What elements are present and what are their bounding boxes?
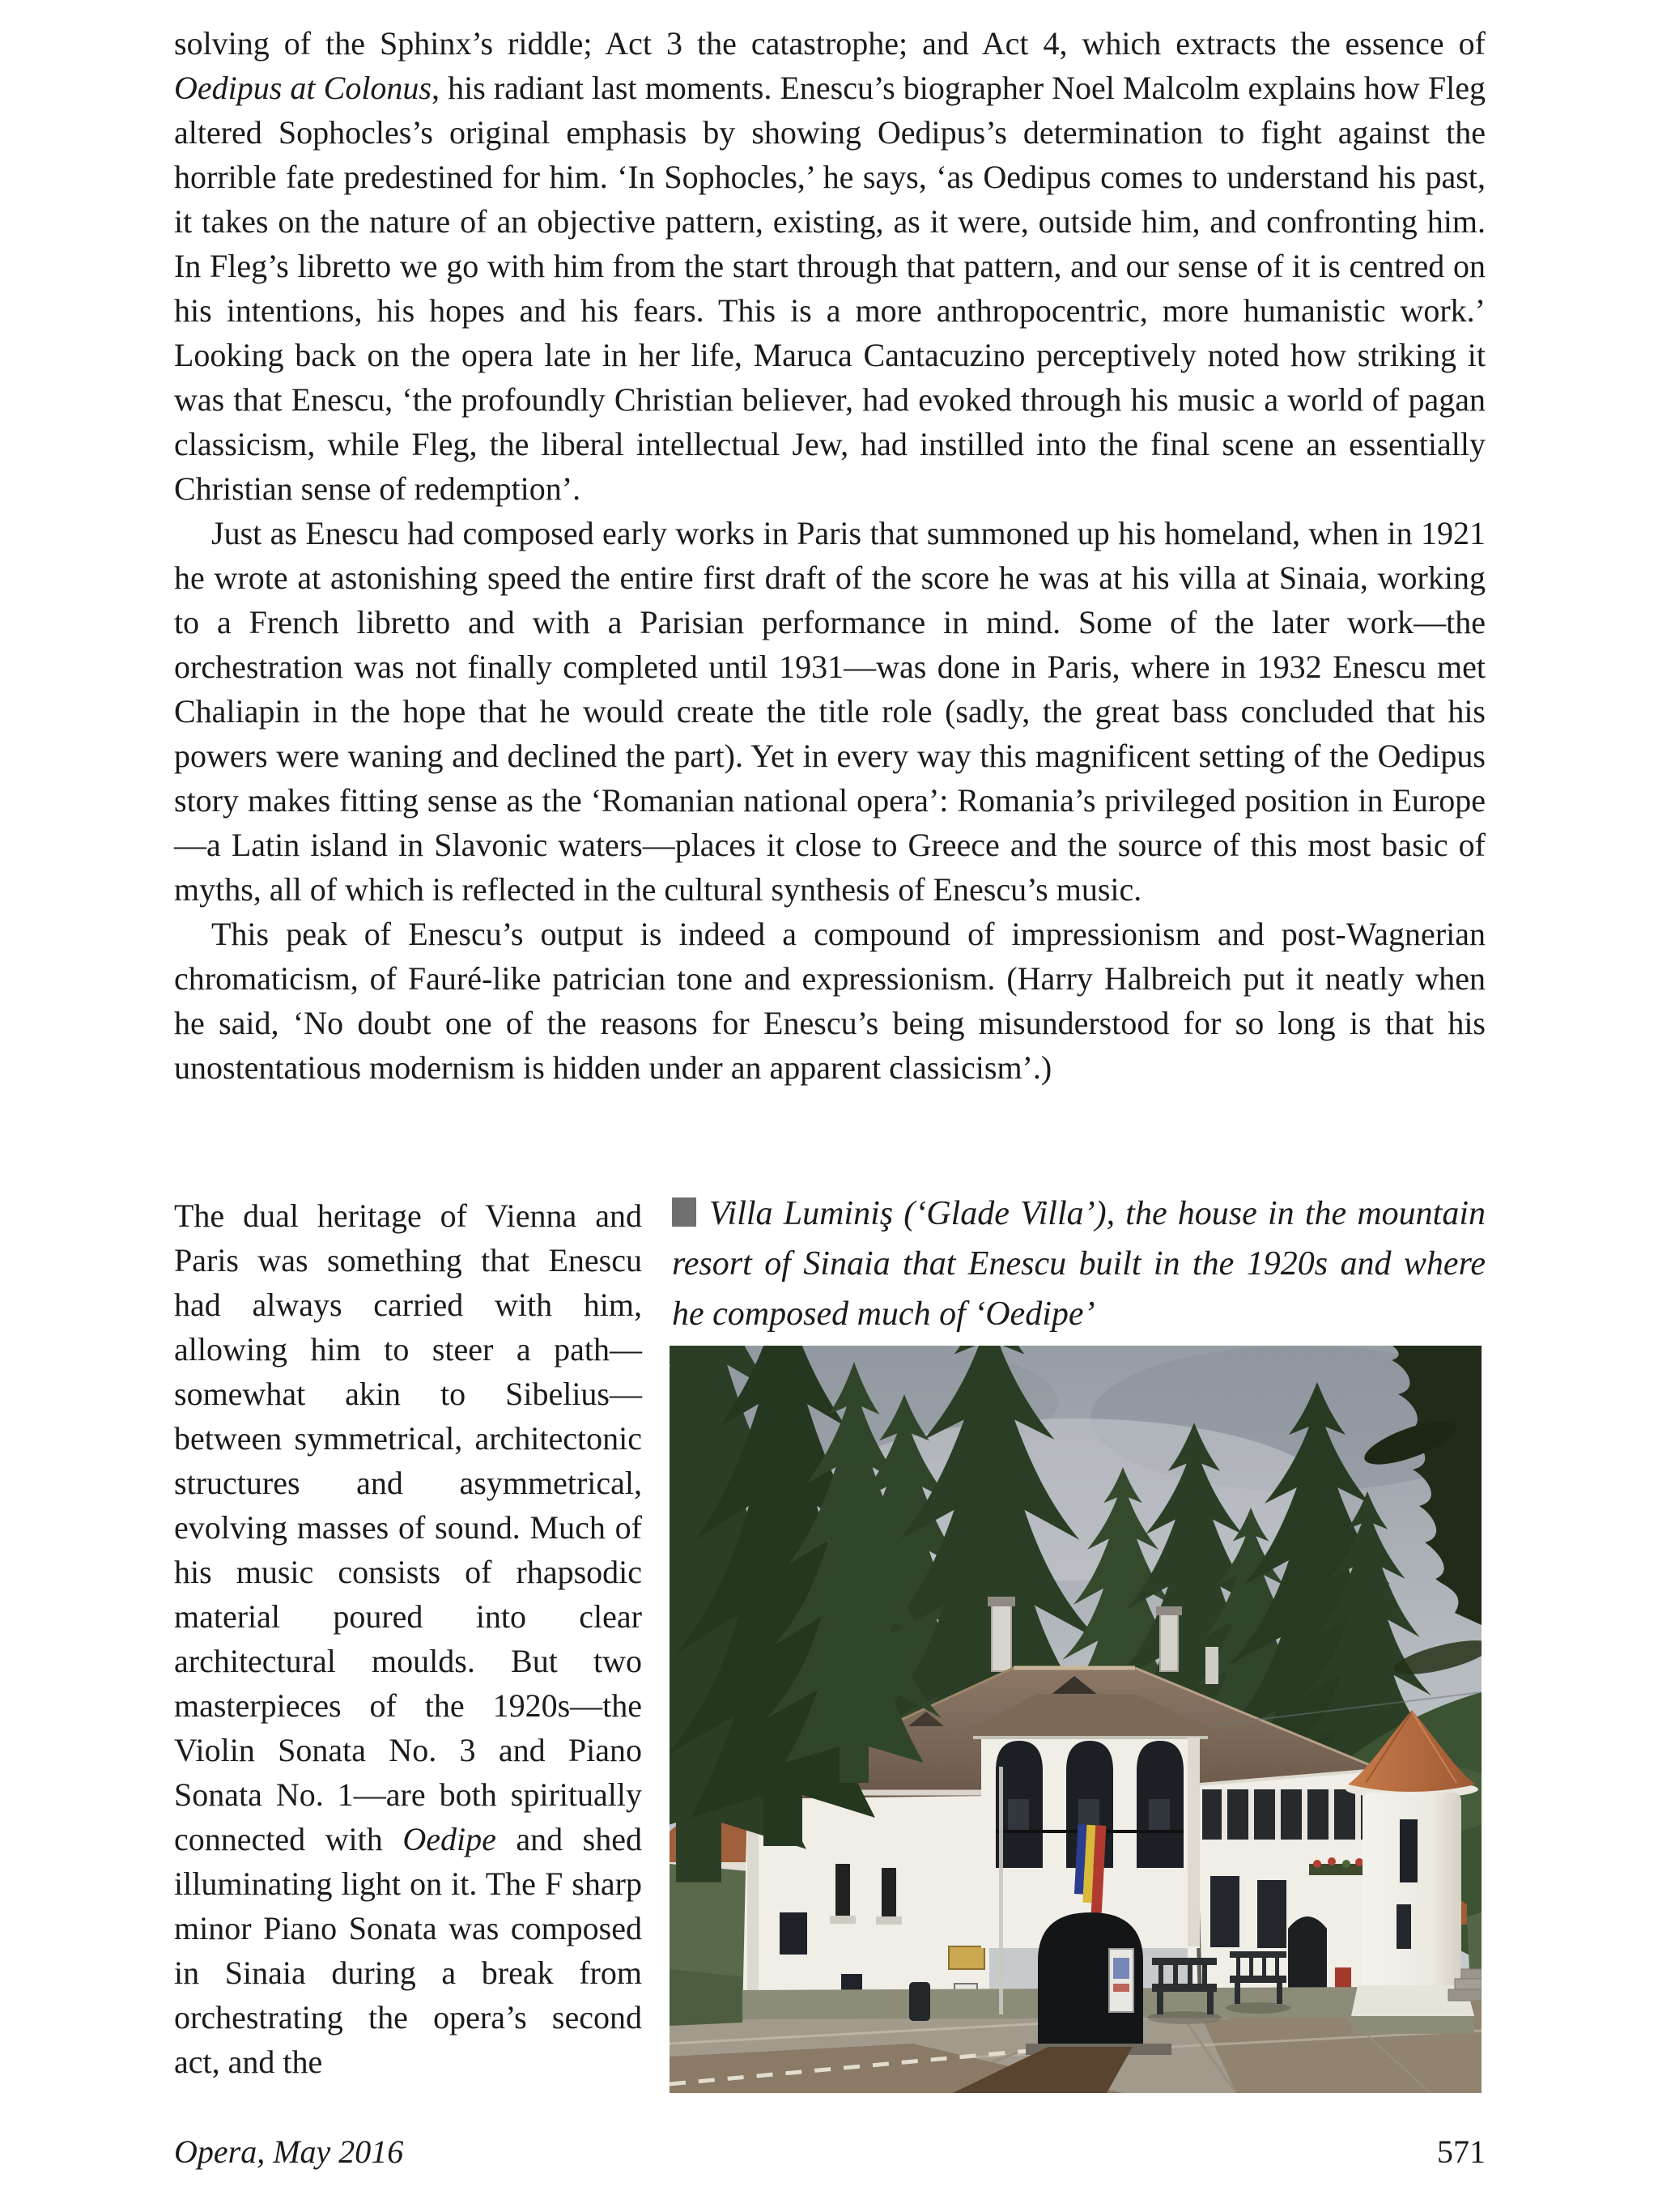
- grass-right: [1467, 1912, 1482, 1973]
- brass-plaque: [949, 1946, 984, 1969]
- left-column-paragraph: The dual heritage of Vienna and Paris was something that Enescu had always carried with him, allowing him to steer a path—somewhat akin to Sibelius—between symmetrical, architectonic structures and asymmetrical, evolving masses of sound. Much of his music consists of rhapsodic material poured into clear architectural moulds. But two masterpieces of the 1920s—the Violin Sonata No. 3 and Piano Sonata No. 1—are both spiritually connected with Oedipe and shed illuminating light on it. The F sharp minor Piano Sonata was composed in Sinaia during a break from orchestrating the opera’s second act, and the: [174, 1197, 642, 2080]
- photo-caption: [672, 1189, 1486, 1339]
- body-paragraph-3: This peak of Enescu’s output is indeed a compound of impressionism and post-Wagnerian chromaticism, of Fauré-like patrician tone and expressionism. (Harry Halbreich put it neatly when he said, ‘No doubt one of the reasons for Enescu’s being misunderstood for so long is that his unostentatious modernism is hidden under an apparent classicism’.): [174, 916, 1486, 1086]
- footer-journal-date: Opera, May 2016: [174, 2133, 404, 2170]
- body-paragraph-1: solving of the Sphinx’s riddle; Act 3 the catastrophe; and Act 4, which extracts the essence of Oedipus at Colonus, his radiant last moments. Enescu’s biographer Noel Malcolm explains how Fleg altered Sophocles’s original emphasis by showing Oedipus’s determination to fight against the horrible fate predestined for him. ‘In Sophocles,’ he says, ‘as Oedipus comes to understand his past, it takes on the nature of an objective pattern, existing, as it were, outside him, and confronting him. In Fleg’s libretto we go with him from the start through that pattern, and our sense of it is centred on his intentions, his hopes and his fears. This is a more anthropocentric, more humanistic work.’ Looking back on the opera late in her life, Maruca Cantacuzino perceptively noted how striking it was that Enescu, ‘the profoundly Christian believer, had evoked through his music a world of pagan classicism, while Fleg, the liberal intellectual Jew, had instilled into the final scene an essentially Christian sense of redemption’.: [174, 25, 1486, 507]
- footer-page-number: 571: [1437, 2133, 1486, 2170]
- chimney: [1160, 1613, 1178, 1671]
- villa-photo: [670, 1346, 1482, 2093]
- waste-bin: [909, 1982, 930, 2021]
- article-body: [174, 21, 1486, 1090]
- photo-caption-text: Villa Luminiş (‘Glade Villa’), the house in the mountain resort of Sinaia that Enescu built in the 1920s and where he composed much of ‘Oedipe’: [672, 1195, 1486, 1333]
- caption-square-bullet-icon: [672, 1197, 696, 1227]
- lamp-pole: [999, 1767, 1003, 2014]
- body-paragraph-2: Just as Enescu had composed early works in Paris that summoned up his homeland, when in 1921 he wrote at astonishing speed the entire first draft of the score he was at his villa at Sinaia, working to a French libretto and with a Parisian performance in mind. Some of the later work—the orchestration was not finally completed until 1931—was done in Paris, where in 1932 Enescu met Chaliapin in the hope that he would create the title role (sadly, the great bass concluded that his powers were waning and declined the part). Yet in every way this magnificent setting of the Oedipus story makes fitting sense as the ‘Romanian national opera’: Romania’s privileged position in Europe—a Latin island in Slavonic waters—places it close to Greece and the source of this most basic of myths, all of which is reflected in the cultural synthesis of Enescu’s music.: [174, 515, 1486, 908]
- chimney: [992, 1603, 1011, 1671]
- villa-photo-illustration: [670, 1346, 1482, 2093]
